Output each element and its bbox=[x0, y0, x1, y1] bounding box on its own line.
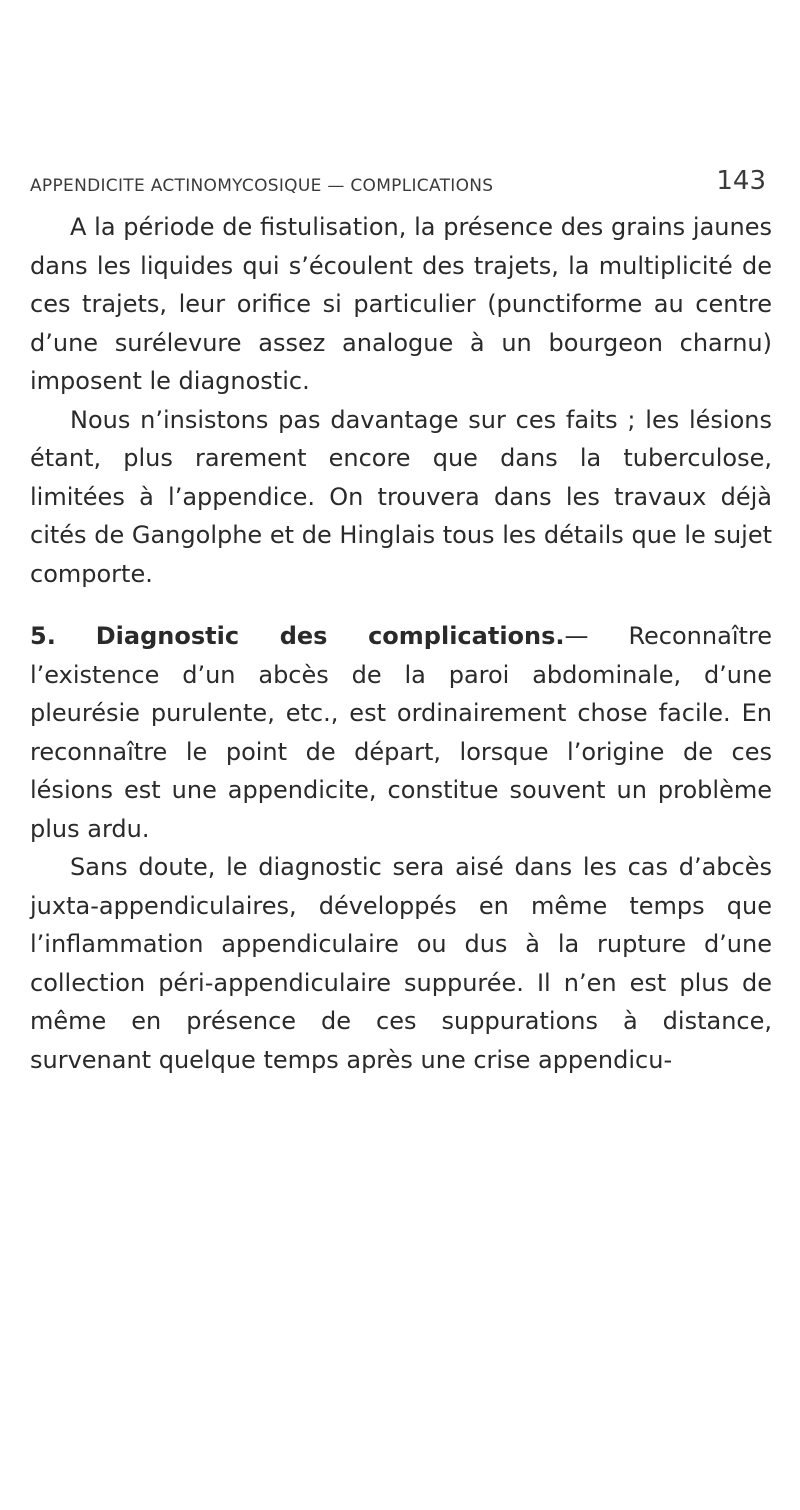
running-head-title: APPENDICITE ACTINOMYCOSIQUE — COMPLICATIONS bbox=[30, 176, 494, 196]
paragraph-fistulisation: A la période de fistulisation, la présence des grains jaunes dans les liquides qui s’écoulent des trajets, la multiplicité de ces trajets, leur orifice si particulier (punctiforme au centre d’une surélevure assez analogue à un bourgeon charnu) imposent le diagnostic. bbox=[30, 213, 772, 395]
book-page bbox=[30, 0, 772, 1510]
page-number: 143 bbox=[716, 166, 766, 196]
section-text: — Reconnaître l’existence d’un abcès de la paroi abdominale, d’une pleurésie purulente, etc., est ordinairement chose facile. En reconnaître le point de départ, lorsque l’origine de ces lésions est une appendicite, constitue souvent un problème plus ardu. bbox=[30, 622, 772, 843]
paragraph-insistence: Nous n’insistons pas davantage sur ces faits ; les lésions étant, plus rarement encore que dans la tuberculose, limitées à l’appendice. On trouvera dans les travaux déjà cités de Gangolphe et de Hinglais tous les détails que le sujet comporte. bbox=[30, 405, 772, 588]
paragraph-abces-juxta-appendiculaires: Sans doute, le diagnostic sera aisé dans les cas d’abcès juxta-appendiculaires, développés en même temps que l’inflammation appendiculaire ou dus à la rupture d’une collection péri-appendiculaire suppurée. Il n’en est plus de même en présence de ces suppurations à distance, survenant quelque temps après une crise appendicu- bbox=[30, 853, 772, 1074]
section-number: 5. bbox=[30, 622, 56, 650]
body-text bbox=[30, 208, 772, 1079]
running-head bbox=[30, 166, 772, 206]
section-heading: Diagnostic des complications. bbox=[95, 622, 565, 650]
section-diagnostic-complications bbox=[30, 617, 772, 848]
